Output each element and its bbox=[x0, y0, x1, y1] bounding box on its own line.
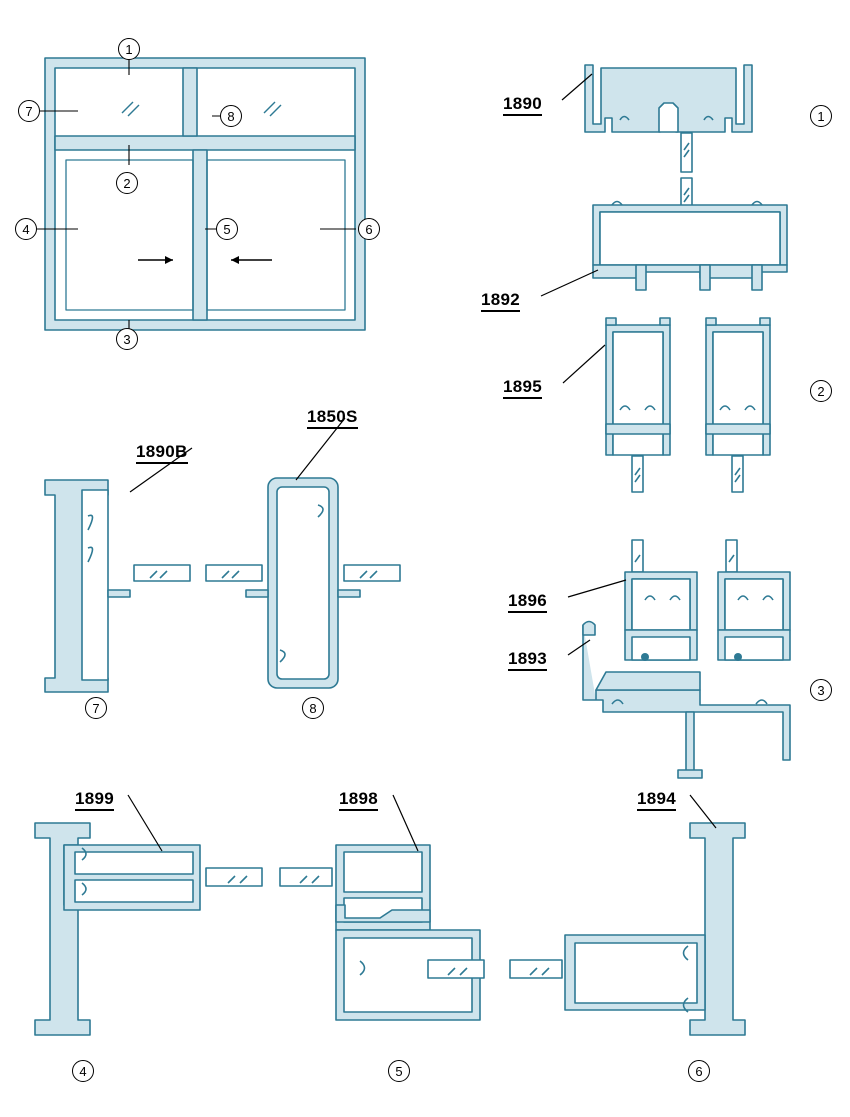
section-marker-3: 3 bbox=[810, 679, 832, 701]
elevation-callout-7: 7 bbox=[18, 100, 40, 122]
section-8-profile-1850S bbox=[206, 478, 400, 688]
elevation-callout-3: 3 bbox=[116, 328, 138, 350]
elevation-callout-8: 8 bbox=[220, 105, 242, 127]
profile-label-1893: 1893 bbox=[508, 650, 547, 671]
profile-label-1896: 1896 bbox=[508, 592, 547, 613]
profile-label-1890: 1890 bbox=[503, 95, 542, 116]
section-marker-6: 6 bbox=[688, 1060, 710, 1082]
profile-label-1894: 1894 bbox=[637, 790, 676, 811]
section-4-profile-1899 bbox=[35, 823, 262, 1035]
elevation-callout-6: 6 bbox=[358, 218, 380, 240]
section-marker-5: 5 bbox=[388, 1060, 410, 1082]
section-marker-7: 7 bbox=[85, 697, 107, 719]
section-5-profile-1898 bbox=[280, 845, 484, 1020]
profile-label-1898: 1898 bbox=[339, 790, 378, 811]
section-3-profiles bbox=[583, 540, 790, 778]
profile-label-1890B: 1890B bbox=[136, 443, 188, 464]
section-marker-8: 8 bbox=[302, 697, 324, 719]
elevation-callout-5: 5 bbox=[216, 218, 238, 240]
section-1-profile-1890 bbox=[585, 65, 752, 215]
section-marker-4: 4 bbox=[72, 1060, 94, 1082]
section-marker-2: 2 bbox=[810, 380, 832, 402]
elevation-window bbox=[45, 58, 365, 330]
profile-label-1892: 1892 bbox=[481, 291, 520, 312]
profile-label-1895: 1895 bbox=[503, 378, 542, 399]
section-2-profiles bbox=[593, 202, 787, 493]
section-marker-1: 1 bbox=[810, 105, 832, 127]
profile-label-1850S: 1850S bbox=[307, 408, 358, 429]
section-6-profile-1894 bbox=[510, 823, 745, 1035]
elevation-callout-2: 2 bbox=[116, 172, 138, 194]
profile-label-1899: 1899 bbox=[75, 790, 114, 811]
elevation-callout-4: 4 bbox=[15, 218, 37, 240]
elevation-callout-1: 1 bbox=[118, 38, 140, 60]
section-7-profile-1890B bbox=[45, 480, 190, 692]
